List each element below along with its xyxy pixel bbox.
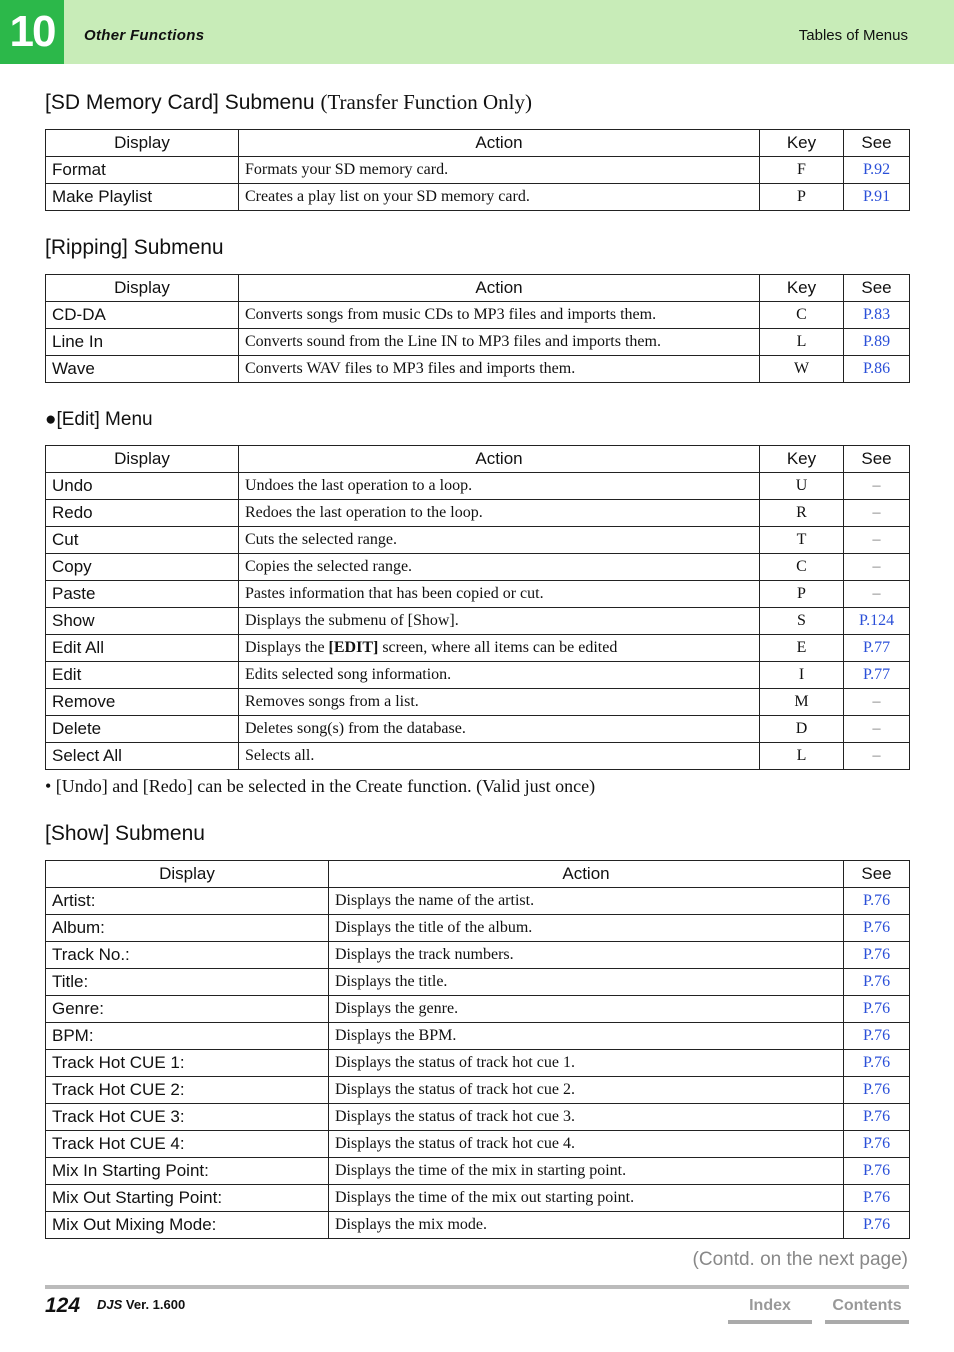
action-cell: Removes songs from a list.: [239, 689, 760, 716]
display-cell: Track No.:: [46, 942, 329, 969]
display-cell: Cut: [46, 527, 239, 554]
section-name: Other Functions: [84, 27, 205, 44]
action-cell: Undoes the last operation to a loop.: [239, 473, 760, 500]
page-link[interactable]: P.76: [844, 915, 910, 942]
show-menu-heading: [Show] Submenu: [45, 822, 205, 845]
page-topic: Tables of Menus: [798, 27, 908, 44]
table-row: [46, 554, 910, 581]
table-row: [46, 996, 910, 1023]
index-button[interactable]: Index: [728, 1294, 812, 1324]
display-cell: Title:: [46, 969, 329, 996]
display-cell: Edit: [46, 662, 239, 689]
action-cell: Redoes the last operation to the loop.: [239, 500, 760, 527]
action-cell: Displays the title.: [329, 969, 844, 996]
column-header: Action: [329, 861, 844, 888]
display-cell: Track Hot CUE 1:: [46, 1050, 329, 1077]
table-row: [46, 1185, 910, 1212]
page-link[interactable]: P.76: [844, 888, 910, 915]
action-text: screen, where all items can be edited: [378, 639, 618, 656]
action-cell: Displays the status of track hot cue 3.: [329, 1104, 844, 1131]
page-link[interactable]: P.76: [844, 996, 910, 1023]
display-cell: Copy: [46, 554, 239, 581]
table-row: [46, 942, 910, 969]
table-row: [46, 689, 910, 716]
column-header: Display: [46, 861, 329, 888]
display-cell: Track Hot CUE 3:: [46, 1104, 329, 1131]
product-version: [97, 1297, 185, 1312]
display-cell: Mix In Starting Point:: [46, 1158, 329, 1185]
column-header: See: [844, 861, 910, 888]
column-header: Key: [760, 275, 844, 302]
action-cell: Converts songs from music CDs to MP3 files and imports them.: [239, 302, 760, 329]
table-row: [46, 743, 910, 770]
display-cell: Track Hot CUE 4:: [46, 1131, 329, 1158]
action-cell: Displays the mix mode.: [329, 1212, 844, 1239]
edit-screen-label: [EDIT]: [328, 639, 379, 656]
action-cell: Converts sound from the Line IN to MP3 files and imports them.: [239, 329, 760, 356]
display-cell: Album:: [46, 915, 329, 942]
action-cell: Pastes information that has been copied or cut.: [239, 581, 760, 608]
table-row: [46, 1158, 910, 1185]
action-cell: Deletes song(s) from the database.: [239, 716, 760, 743]
display-cell: Edit All: [46, 635, 239, 662]
table-row: [46, 716, 910, 743]
key-cell: D: [760, 716, 844, 743]
column-header: Action: [239, 130, 760, 157]
see-cell: –: [844, 554, 910, 581]
table-row: [46, 329, 910, 356]
action-cell: Displays the genre.: [329, 996, 844, 1023]
action-cell: Converts WAV files to MP3 files and imports them.: [239, 356, 760, 383]
table-header-row: [46, 275, 910, 302]
table-row: [46, 302, 910, 329]
key-cell: S: [760, 608, 844, 635]
page-link[interactable]: P.89: [844, 329, 910, 356]
product-name: DJS: [97, 1297, 123, 1312]
key-cell: L: [760, 743, 844, 770]
page-link[interactable]: P.124: [844, 608, 910, 635]
table-row: [46, 608, 910, 635]
key-cell: P: [760, 581, 844, 608]
action-cell: Displays the BPM.: [329, 1023, 844, 1050]
page-header: [0, 0, 954, 64]
action-cell: Displays the status of track hot cue 4.: [329, 1131, 844, 1158]
sd-menu-heading: [45, 90, 532, 115]
page-link[interactable]: P.76: [844, 969, 910, 996]
see-cell: –: [844, 473, 910, 500]
page-link[interactable]: P.77: [844, 662, 910, 689]
edit-menu-heading: ●[Edit] Menu: [45, 409, 153, 430]
column-header: Display: [46, 130, 239, 157]
action-cell: Cuts the selected range.: [239, 527, 760, 554]
display-cell: Line In: [46, 329, 239, 356]
key-cell: P: [760, 184, 844, 211]
sd-menu-table: [45, 129, 910, 211]
column-header: Key: [760, 130, 844, 157]
action-cell: Creates a play list on your SD memory card.: [239, 184, 760, 211]
table-row: [46, 662, 910, 689]
see-cell: –: [844, 581, 910, 608]
see-cell: –: [844, 716, 910, 743]
page-number: 124: [45, 1294, 81, 1317]
page-link[interactable]: P.76: [844, 1050, 910, 1077]
key-cell: E: [760, 635, 844, 662]
action-cell: Displays the track numbers.: [329, 942, 844, 969]
table-row: [46, 527, 910, 554]
table-row: [46, 915, 910, 942]
contents-button[interactable]: Contents: [825, 1294, 909, 1324]
display-cell: Remove: [46, 689, 239, 716]
table-header-row: [46, 446, 910, 473]
display-cell: Mix Out Starting Point:: [46, 1185, 329, 1212]
key-cell: R: [760, 500, 844, 527]
display-cell: Make Playlist: [46, 184, 239, 211]
table-row: [46, 356, 910, 383]
action-cell: Copies the selected range.: [239, 554, 760, 581]
display-cell: Artist:: [46, 888, 329, 915]
action-cell: Edits selected song information.: [239, 662, 760, 689]
footer-divider: [45, 1285, 909, 1289]
undo-redo-note: • [Undo] and [Redo] can be selected in the Create function. (Valid just once): [45, 776, 596, 796]
version-label: Ver. 1.600: [125, 1297, 186, 1312]
page-link[interactable]: P.76: [844, 1023, 910, 1050]
table-row: [46, 1023, 910, 1050]
see-cell: –: [844, 743, 910, 770]
action-text: Displays the: [245, 639, 329, 656]
table-row: [46, 635, 910, 662]
column-header: See: [844, 275, 910, 302]
action-cell: Displays the submenu of [Show].: [239, 608, 760, 635]
key-cell: F: [760, 157, 844, 184]
table-row: [46, 184, 910, 211]
action-cell: Formats your SD memory card.: [239, 157, 760, 184]
see-cell: –: [844, 689, 910, 716]
action-cell: Displays the status of track hot cue 1.: [329, 1050, 844, 1077]
action-cell: Displays the status of track hot cue 2.: [329, 1077, 844, 1104]
key-cell: T: [760, 527, 844, 554]
display-cell: Redo: [46, 500, 239, 527]
display-cell: Format: [46, 157, 239, 184]
page-link[interactable]: P.92: [844, 157, 910, 184]
table-row: [46, 888, 910, 915]
table-row: [46, 1050, 910, 1077]
ripping-menu-heading: [Ripping] Submenu: [45, 236, 224, 259]
table-header-row: [46, 130, 910, 157]
display-cell: Undo: [46, 473, 239, 500]
table-row: [46, 157, 910, 184]
table-row: [46, 1131, 910, 1158]
column-header: See: [844, 446, 910, 473]
ripping-menu-table: [45, 274, 910, 383]
key-cell: I: [760, 662, 844, 689]
table-row: [46, 1104, 910, 1131]
page-link[interactable]: P.76: [844, 1104, 910, 1131]
page-link[interactable]: P.76: [844, 1077, 910, 1104]
chapter-number: 10: [0, 0, 64, 64]
page-link[interactable]: P.76: [844, 1212, 910, 1239]
key-cell: L: [760, 329, 844, 356]
column-header: Action: [239, 275, 760, 302]
action-cell: [239, 635, 760, 662]
display-cell: Select All: [46, 743, 239, 770]
action-cell: Selects all.: [239, 743, 760, 770]
sd-menu-heading-main: [SD Memory Card] Submenu: [45, 91, 315, 114]
show-menu-table: [45, 860, 910, 1239]
table-row: [46, 473, 910, 500]
page-link[interactable]: P.76: [844, 1158, 910, 1185]
display-cell: Delete: [46, 716, 239, 743]
display-cell: CD-DA: [46, 302, 239, 329]
key-cell: C: [760, 302, 844, 329]
column-header: Display: [46, 275, 239, 302]
display-cell: Genre:: [46, 996, 329, 1023]
display-cell: Mix Out Mixing Mode:: [46, 1212, 329, 1239]
action-cell: Displays the time of the mix out starting point.: [329, 1185, 844, 1212]
display-cell: Show: [46, 608, 239, 635]
action-cell: Displays the name of the artist.: [329, 888, 844, 915]
table-row: [46, 1077, 910, 1104]
table-row: [46, 969, 910, 996]
page-link[interactable]: P.76: [844, 1131, 910, 1158]
page-link[interactable]: P.86: [844, 356, 910, 383]
column-header: Key: [760, 446, 844, 473]
key-cell: U: [760, 473, 844, 500]
page-link[interactable]: P.76: [844, 942, 910, 969]
page-link[interactable]: P.91: [844, 184, 910, 211]
key-cell: C: [760, 554, 844, 581]
key-cell: M: [760, 689, 844, 716]
column-header: See: [844, 130, 910, 157]
edit-menu-table: [45, 445, 910, 770]
action-cell: Displays the title of the album.: [329, 915, 844, 942]
display-cell: Paste: [46, 581, 239, 608]
table-header-row: [46, 861, 910, 888]
column-header: Action: [239, 446, 760, 473]
action-cell: Displays the time of the mix in starting point.: [329, 1158, 844, 1185]
table-row: [46, 500, 910, 527]
page-link[interactable]: P.76: [844, 1185, 910, 1212]
see-cell: –: [844, 500, 910, 527]
page-link[interactable]: P.77: [844, 635, 910, 662]
page-link[interactable]: P.83: [844, 302, 910, 329]
display-cell: BPM:: [46, 1023, 329, 1050]
table-row: [46, 1212, 910, 1239]
sd-menu-heading-sub: (Transfer Function Only): [320, 90, 532, 114]
display-cell: Track Hot CUE 2:: [46, 1077, 329, 1104]
see-cell: –: [844, 527, 910, 554]
continued-note: (Contd. on the next page): [692, 1249, 908, 1270]
table-row: [46, 581, 910, 608]
column-header: Display: [46, 446, 239, 473]
display-cell: Wave: [46, 356, 239, 383]
key-cell: W: [760, 356, 844, 383]
